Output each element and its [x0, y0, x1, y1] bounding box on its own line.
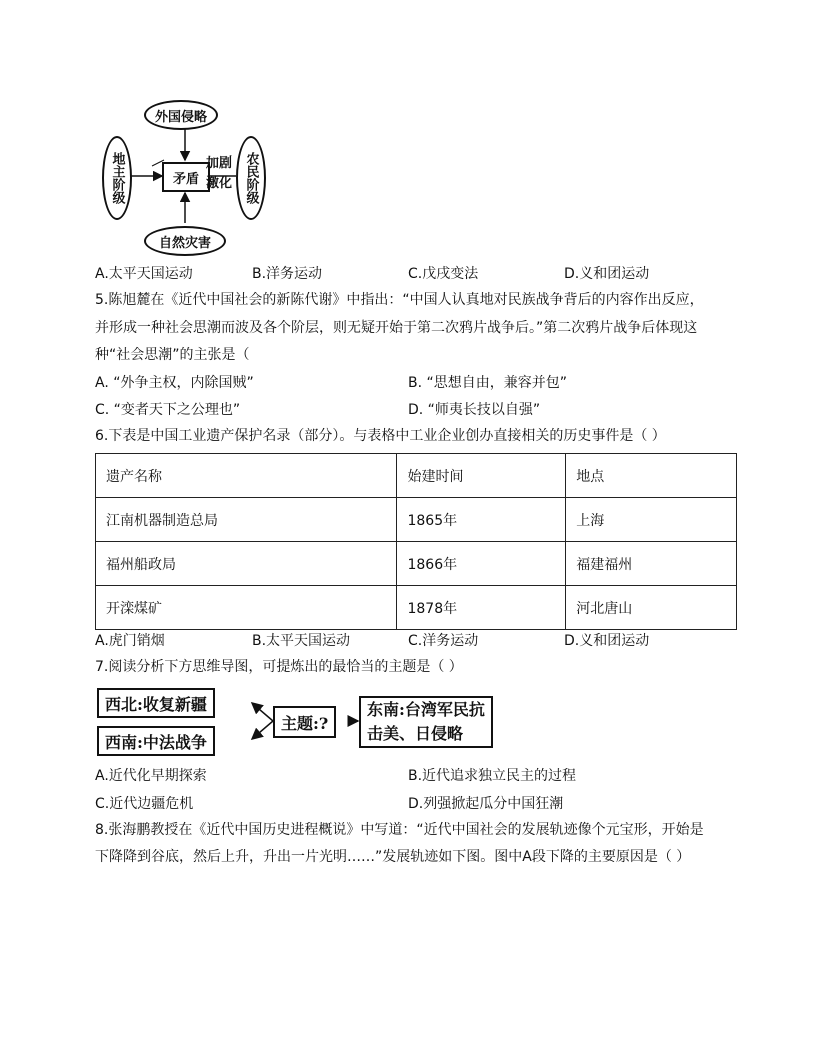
- landlord-class-node: 地主阶级: [102, 136, 132, 220]
- q7-option-a: A.近代化早期探索: [95, 768, 207, 784]
- q7-option-c: C.近代边疆危机: [95, 796, 194, 812]
- cell-year: 1878年: [397, 586, 566, 630]
- cell-year: 1866年: [397, 542, 566, 586]
- q5-option-d: D. “师夷长技以自强”: [408, 402, 541, 418]
- q8-stem-line2: 下降降到谷底，然后上升，升出一片光明……”发展轨迹如下图。图中A段下降的主要原因是（ ）: [95, 849, 691, 865]
- q5-option-c: C. “变者天下之公理也”: [95, 402, 241, 418]
- q4-option-c: C.戊戌变法: [408, 266, 479, 282]
- mindmap-northwest-node: 西北:收复新疆: [97, 688, 215, 718]
- foreign-aggression-node: 外国侵略: [144, 100, 218, 130]
- q6-option-a: A.虎门销烟: [95, 633, 165, 649]
- cell-place: 上海: [566, 498, 737, 542]
- q6-option-d: D.义和团运动: [564, 633, 650, 649]
- cell-name: 福州船政局: [96, 542, 397, 586]
- table-row: [96, 542, 737, 586]
- q5-stem-line2: 并形成一种社会思潮而波及各个阶层，则无疑开始于第二次鸦片战争后。”第二次鸦片战争后体现这: [95, 320, 698, 336]
- contradiction-diagram: [100, 98, 270, 258]
- cell-name: 开滦煤矿: [96, 586, 397, 630]
- table-header-row: [96, 454, 737, 498]
- q7-option-b: B.近代追求独立民主的过程: [408, 768, 577, 784]
- heritage-table: [95, 453, 737, 630]
- q7-stem: 7.阅读分析下方思维导图，可提炼出的最恰当的主题是（ ）: [95, 659, 463, 675]
- natural-disaster-node: 自然灾害: [144, 226, 226, 256]
- q4-option-a: A.太平天国运动: [95, 266, 193, 282]
- q7-option-d: D.列强掀起瓜分中国狂潮: [408, 796, 564, 812]
- q5-stem-line3: 种“社会思潮”的主张是（: [95, 347, 250, 363]
- peasant-class-node: 农民阶级: [236, 136, 266, 220]
- mindmap-theme-node: 主题:?: [273, 706, 336, 738]
- q6-option-c: C.洋务运动: [408, 633, 479, 649]
- southeast-line2: 击美、日侵略: [367, 724, 464, 743]
- q5-stem-line1: 5.陈旭麓在《近代中国社会的新陈代谢》中指出：“中国人认真地对民族战争背后的内容作出反应，: [95, 292, 704, 308]
- header-place: 地点: [566, 454, 737, 498]
- mindmap-southeast-node: [359, 696, 493, 748]
- table-row: [96, 586, 737, 630]
- q5-option-b: B. “思想自由，兼容并包”: [408, 375, 568, 391]
- mindmap-diagram: [95, 686, 535, 756]
- intensify-label: 加剧激化: [206, 156, 233, 191]
- table-row: [96, 498, 737, 542]
- cell-name: 江南机器制造总局: [96, 498, 397, 542]
- cell-place: 河北唐山: [566, 586, 737, 630]
- header-name: 遗产名称: [96, 454, 397, 498]
- q5-option-a: A. “外争主权，内除国贼”: [95, 375, 254, 391]
- contradiction-node: 矛盾: [162, 162, 210, 192]
- mindmap-southwest-node: 西南:中法战争: [97, 726, 215, 756]
- q6-option-b: B.太平天国运动: [252, 633, 351, 649]
- q6-stem: 6.下表是中国工业遗产保护名录（部分）。与表格中工业企业创办直接相关的历史事件是（ ）: [95, 428, 666, 444]
- header-year: 始建时间: [397, 454, 566, 498]
- q8-stem-line1: 8.张海鹏教授在《近代中国历史进程概说》中写道：“近代中国社会的发展轨迹像个元宝形，开始是: [95, 822, 704, 838]
- q4-option-d: D.义和团运动: [564, 266, 650, 282]
- cell-place: 福建福州: [566, 542, 737, 586]
- q4-option-b: B.洋务运动: [252, 266, 323, 282]
- southeast-line1: 东南:台湾军民抗: [367, 700, 485, 719]
- cell-year: 1865年: [397, 498, 566, 542]
